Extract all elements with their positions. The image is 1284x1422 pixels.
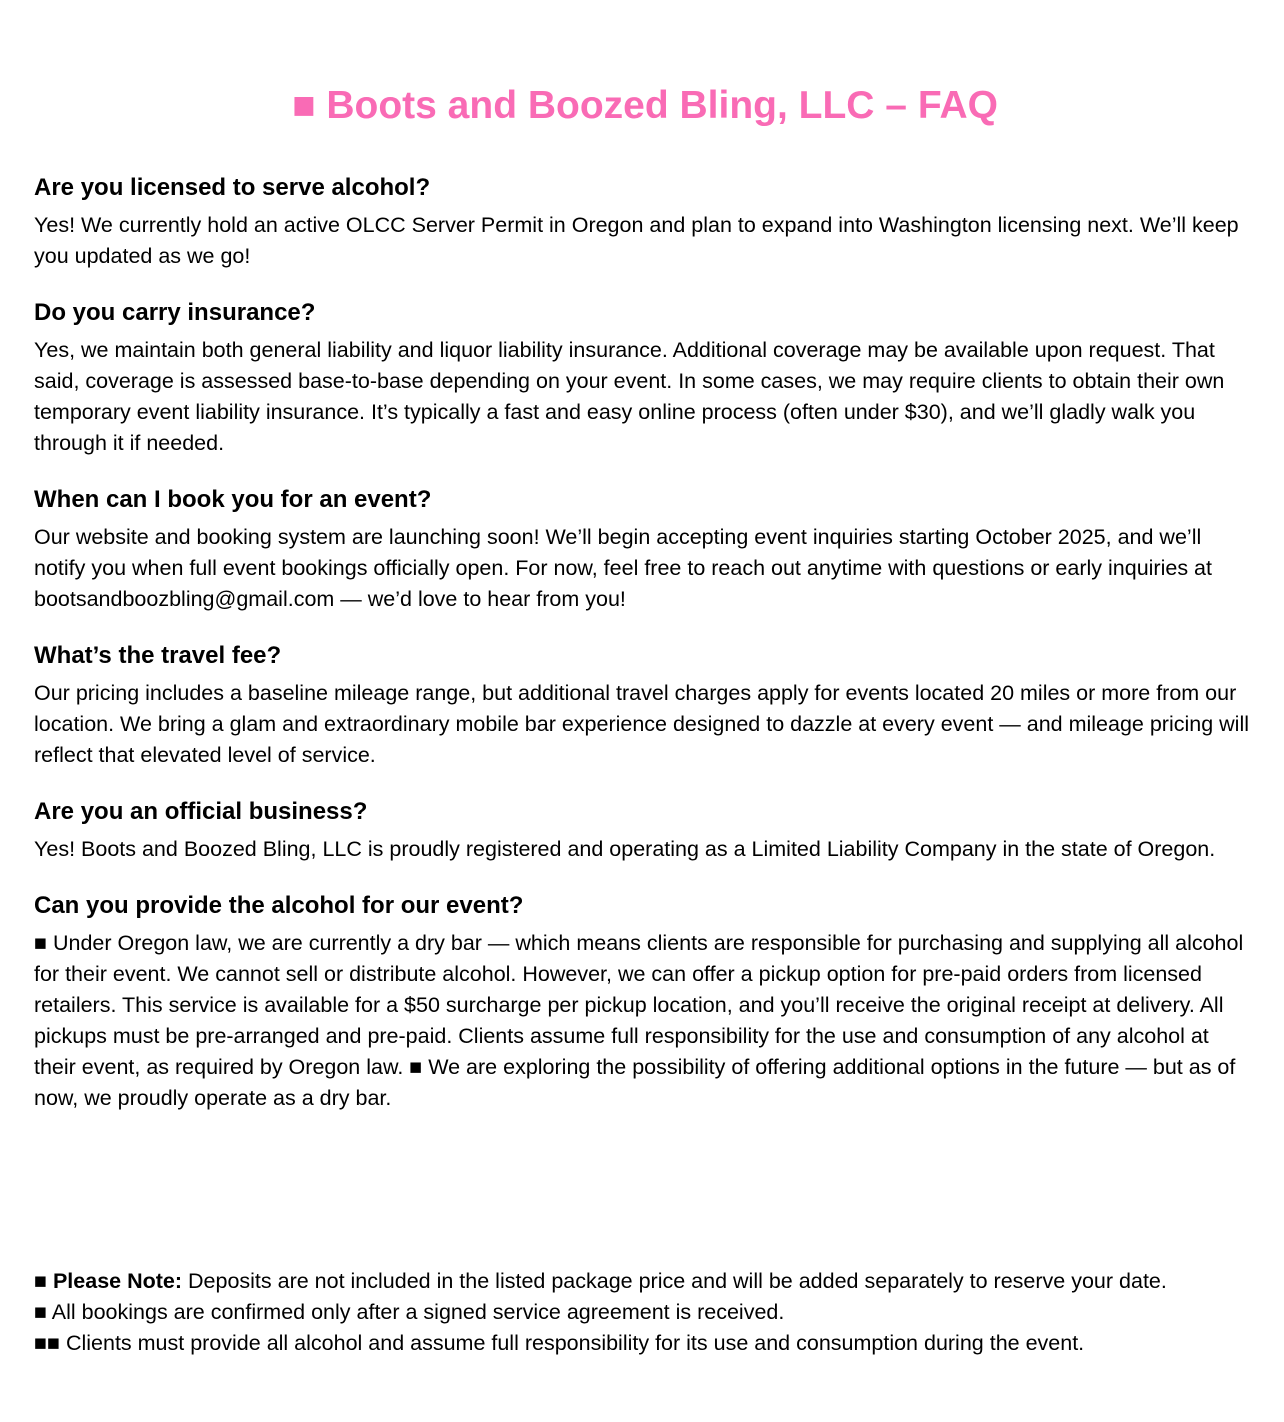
note-label: Please Note: [52, 1269, 183, 1293]
faq-item-booking [34, 484, 1256, 615]
faq-item-travel-fee [34, 640, 1256, 771]
faq-question: When can I book you for an event? [34, 486, 432, 513]
faq-answer: Our pricing includes a baseline mileage range, but additional travel charges apply for events located 20 miles or more from our location. We bring a glam and extraordinary mobile bar experience designed to dazzle at every event — and mileage pricing will reflect that elevated level of service. [34, 681, 1250, 767]
faq-question: Do you carry insurance? [34, 299, 316, 326]
faq-item-licensing [34, 172, 1256, 272]
faq-answer: Yes, we maintain both general liability and liquor liability insurance. Additional coverage may be available upon request. That said, coverage is assessed base-to-base depending on your event. In some cases, we may require clients to obtain their own temporary event liability insurance. It’s typically a fast and easy online process (often under $30), and we’ll gladly walk you through it if needed. [34, 338, 1225, 455]
faq-question: What’s the travel fee? [34, 642, 282, 669]
faq-item-alcohol [34, 890, 1256, 1114]
note-agreement: ■ All bookings are confirmed only after a signed service agreement is received. [34, 1300, 785, 1324]
note-alcohol-responsibility: ■■ Clients must provide all alcohol and assume full responsibility for its use and consumption during the event. [34, 1331, 1085, 1355]
faq-answer: ■ Under Oregon law, we are currently a dry bar — which means clients are responsible for purchasing and supplying all alcohol for their event. We cannot sell or distribute alcohol. However, we can offer a pickup option for pre-paid orders from licensed retailers. This service is available for a $50 surcharge per pickup location, and you’ll receive the original receipt at delivery. All pickups must be pre-arranged and pre-paid. Clients assume full responsibility for the use and consumption of any alcohol at their event, as required by Oregon law. ■ We are exploring the possibility of offering additional options in the future — but as of now, we proudly operate as a dry bar. [34, 931, 1244, 1110]
faq-document [34, 0, 1256, 1355]
page-title: ■ Boots and Boozed Bling, LLC – FAQ [291, 84, 999, 127]
faq-answer: Yes! We currently hold an active OLCC Server Permit in Oregon and plan to expand into Washington licensing next. We’ll keep you updated as we go! [34, 213, 1239, 268]
note-deposit [34, 1266, 1256, 1297]
faq-item-insurance [34, 297, 1256, 459]
faq-list [34, 172, 1256, 1114]
faq-answer: Our website and booking system are launching soon! We’ll begin accepting event inquiries starting October 2025, and we’ll notify you when full event bookings officially open. For now, feel free to reach out anytime with questions or early inquiries at bootsandboozbling@gmail.com — we’d love to hear from you! [34, 525, 1212, 611]
faq-question: Can you provide the alcohol for our event? [34, 892, 524, 919]
faq-question: Are you licensed to serve alcohol? [34, 174, 431, 201]
note-bullet: ■ [34, 1269, 53, 1293]
faq-answer: Yes! Boots and Boozed Bling, LLC is proudly registered and operating as a Limited Liability Company in the state of Oregon. [34, 837, 1216, 861]
faq-item-official-business [34, 796, 1256, 865]
faq-question: Are you an official business? [34, 798, 368, 825]
notes-section [34, 1266, 1256, 1359]
note-text: Deposits are not included in the listed package price and will be added separately to reserve your date. [182, 1269, 1167, 1293]
